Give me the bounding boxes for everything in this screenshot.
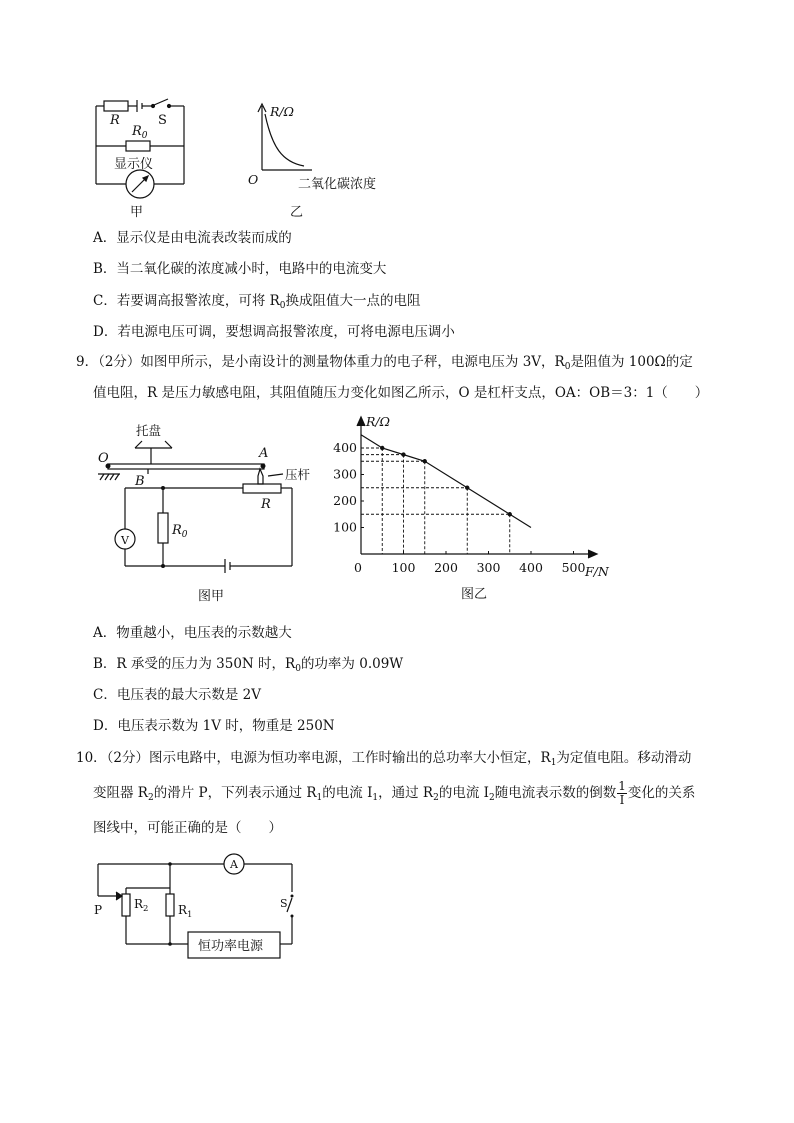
q9-caption-yi: 图乙 [461, 587, 488, 602]
q8-option-b[interactable]: B．当二氧化碳的浓度减小时，电路中的电流变大 [93, 261, 387, 277]
q10-circuit [90, 848, 310, 966]
q8-option-c[interactable] [93, 289, 421, 311]
pressure-rod [258, 469, 263, 484]
y-tick-label: 100 [333, 519, 357, 535]
q9-option-b-post: 的功率为 0.09W [300, 656, 404, 672]
x-tick-label: 100 [391, 560, 416, 575]
q8-label-display: 显示仪 [114, 157, 154, 172]
chart-ylabel: R/Ω [366, 414, 390, 429]
q9-label-B: B [135, 474, 145, 489]
q10-line2-sub1: 2 [147, 793, 154, 803]
q9-stem-line1-pre: 9．（2分）如图甲所示，是小南设计的测量物体重力的电子秤，电源电压为 3V，R [76, 354, 565, 370]
q10-line2-c: 的电流 I [322, 785, 373, 801]
q9-circuit-jia [90, 418, 330, 608]
q10-stem-line3: 图线中，可能正确的是（ ） [93, 820, 282, 836]
lever-bar [108, 464, 264, 469]
q9-stem-line1 [76, 352, 693, 377]
resistor-R [104, 101, 128, 111]
resistor-R0 [158, 513, 168, 543]
rheostat-R2 [122, 894, 130, 916]
q10-line2-sub4: 2 [433, 793, 439, 803]
fraction-numerator: 1 [618, 779, 626, 793]
q9-label-O: O [98, 451, 109, 466]
q10-stem-line1-pre: 10．（2分）图示电路中，电源为恒功率电源，工作时输出的总功率大小恒定，R [76, 750, 551, 766]
x-tick-label: 400 [519, 560, 543, 575]
q10-line2-d: ，通过 R [378, 785, 434, 801]
q8-graph-xlabel: 二氧化碳浓度 [298, 177, 377, 192]
q8-option-a[interactable]: A．显示仪是由电流表改装而成的 [93, 230, 292, 246]
data-point [423, 459, 427, 463]
q10-line2-f: 随电流表示数的倒数 [494, 785, 617, 801]
q8-label-yi: 乙 [290, 205, 304, 220]
q8-curve [265, 114, 304, 166]
q10-stem-line1-post: 为定值电阻。移动滑动 [556, 750, 692, 766]
q9-option-a[interactable]: A．物重越小，电压表的示数越大 [93, 625, 292, 641]
q8-option-c-post: 换成阻值大一点的电阻 [285, 293, 421, 309]
y-tick-label: 400 [333, 440, 357, 455]
y-tick-label: 300 [333, 466, 357, 482]
q10-line2-e: 的电流 I [438, 785, 489, 801]
q10-line2-sub5: 2 [488, 793, 495, 803]
q10-line2-b: 的滑片 P，下列表示通过 R [153, 785, 317, 801]
x-tick-label: 500 [561, 560, 586, 575]
q10-stem-line2 [93, 780, 695, 810]
q8-option-c-pre: C．若要调高报警浓度，可将 R [93, 293, 280, 309]
reciprocal-fraction [617, 780, 627, 807]
resistor-R1 [166, 894, 174, 916]
q9-option-d[interactable]: D．电压表示数为 1V 时，物重是 250N [93, 718, 335, 734]
data-point [465, 486, 469, 490]
x-tick-label: 300 [476, 560, 501, 575]
q9-label-lever: 压杆 [285, 467, 311, 482]
tray [135, 441, 172, 448]
q10-line2-g: 变化的关系 [627, 785, 696, 801]
q10-label-R2: $R_2$ [134, 897, 149, 914]
data-point [401, 452, 405, 456]
data-point [380, 446, 384, 450]
q9-caption-jia: 图甲 [198, 589, 225, 604]
q10-label-A: A [230, 858, 238, 871]
q9-label-V: V [121, 534, 129, 547]
q9-label-R: R [261, 497, 271, 512]
q10-line2-sub3: 1 [372, 793, 379, 803]
q8-label-R0: $R_0$ [132, 124, 148, 141]
q10-label-S: S [280, 897, 288, 910]
q9-option-b-pre: B．R 承受的压力为 350N 时，R [93, 656, 296, 672]
q10-line2-a: 变阻器 R [93, 785, 148, 801]
y-tick-label: 200 [333, 493, 357, 508]
fraction-denominator: I [619, 793, 625, 807]
data-point [508, 512, 512, 516]
switch-S [287, 898, 292, 912]
q10-label-source: 恒功率电源 [198, 939, 264, 954]
q8-graph-origin: O [248, 172, 259, 187]
x-tick-label: 0 [354, 560, 362, 575]
q10-stem-line1 [76, 748, 691, 773]
series-line [361, 435, 531, 528]
q10-label-P: P [94, 903, 103, 917]
sensor-R [243, 484, 281, 493]
q9-stem-line2: 值电阻，R 是压力敏感电阻，其阻值随压力变化如图乙所示，O 是杠杆支点，OA：OB＝3：1（ ） [93, 385, 709, 401]
q8-option-d[interactable]: D．若电源电压可调，要想调高报警浓度，可将电源电压调小 [93, 324, 455, 340]
q8-label-jia: 甲 [130, 205, 144, 220]
q10-stem-line1-sub: 1 [550, 758, 557, 768]
q9-option-b-sub: 0 [295, 664, 301, 674]
q8-label-S: S [158, 113, 167, 128]
x-tick-label: 200 [434, 560, 458, 575]
q9-option-b[interactable] [93, 652, 403, 674]
chart-xlabel: F/N [585, 564, 609, 579]
q9-label-R0: $R_0$ [172, 523, 188, 540]
q9-stem-line1-post: 是阻值为 100Ω的定 [570, 354, 693, 370]
q9-label-A: A [259, 446, 269, 461]
resistor-R0 [126, 141, 150, 151]
q9-label-tray: 托盘 [136, 423, 162, 438]
q8-graph-ylabel: R/Ω [270, 104, 294, 119]
switch-S [154, 99, 168, 105]
q8-option-c-sub: 0 [279, 301, 286, 311]
q8-label-R: R [110, 113, 120, 128]
q9-option-c[interactable]: C．电压表的最大示数是 2V [93, 687, 261, 703]
q9-chart-yi [330, 412, 620, 607]
q8-figure [90, 92, 410, 220]
q10-label-R1: $R_1$ [178, 903, 193, 920]
q10-line2-sub2: 1 [316, 793, 323, 803]
q9-stem-line1-sub: 0 [564, 362, 571, 372]
